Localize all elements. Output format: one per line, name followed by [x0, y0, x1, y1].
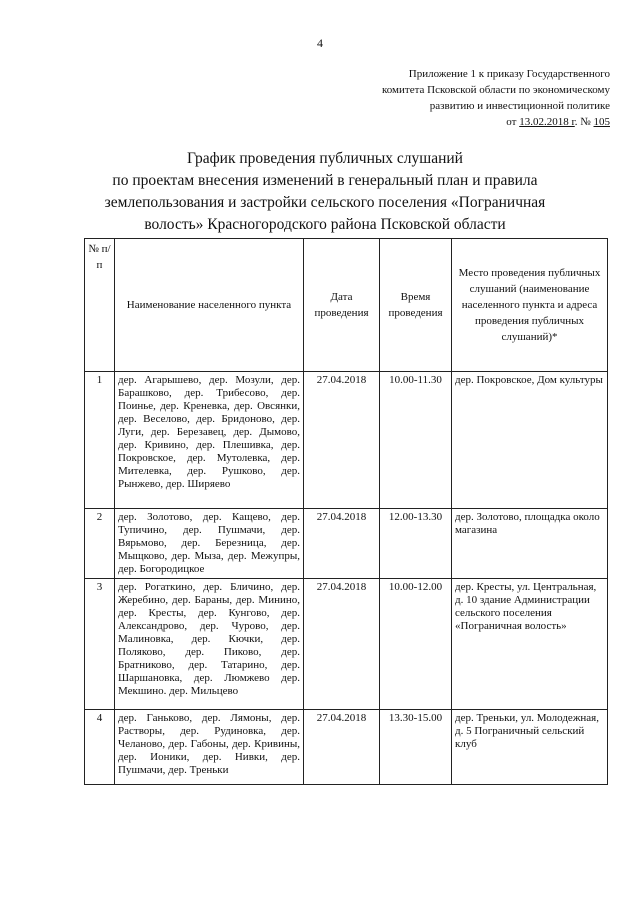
- header-settlement: Наименование населенного пункта: [115, 239, 304, 372]
- row-settlements: дер. Агарышево, дер. Мозули, дер. Барашково, дер. Трибесово, дер. Поинье, дер. Креневка, дер. Овсянки, дер. Веселово, дер. Бридоново, дер. Луги, дер. Березавец, дер. Дымово, дер. Кривино, дер. Плешивка, дер. Покровское, дер. Мутолевка, дер. Мителевка, дер. Рушково, дер. Рынжево, дер. Ширяево: [115, 372, 304, 509]
- appendix-line-3: развитию и инвестиционной политике: [429, 100, 610, 112]
- title-line-2: по проектам внесения изменений в генеральный план и правила: [112, 172, 538, 189]
- row-date: 27.04.2018: [304, 372, 380, 509]
- row-date: 27.04.2018: [304, 509, 380, 579]
- page-number: 4: [317, 36, 323, 50]
- row-number: 3: [85, 579, 115, 710]
- row-place: дер. Треньки, ул. Молодежная, д. 5 Пограничный сельский клуб: [452, 710, 608, 785]
- header-date: Дата проведения: [304, 239, 380, 372]
- order-prefix: от: [506, 116, 520, 128]
- header-time: Время проведения: [380, 239, 452, 372]
- appendix-line-2: комитета Псковской области по экономическому: [381, 84, 610, 96]
- header-number: № п/п: [85, 239, 115, 372]
- title-line-1: График проведения публичных слушаний: [187, 150, 463, 167]
- row-time: 13.30-15.00: [380, 710, 452, 785]
- row-place: дер. Покровское, Дом культуры: [452, 372, 608, 509]
- row-date: 27.04.2018: [304, 710, 380, 785]
- row-number: 1: [85, 372, 115, 509]
- row-number: 4: [85, 710, 115, 785]
- table-header-row: [85, 239, 608, 372]
- order-date: 13.02.2018 г: [519, 116, 575, 128]
- document-title: [90, 148, 560, 236]
- row-time: 12.00-13.30: [380, 509, 452, 579]
- hearings-schedule-table: [84, 238, 608, 785]
- appendix-header: [360, 66, 610, 130]
- table-row: [85, 710, 608, 785]
- table-row: [85, 509, 608, 579]
- table-row: [85, 372, 608, 509]
- row-number: 2: [85, 509, 115, 579]
- row-place: дер. Золотово, площадка около магазина: [452, 509, 608, 579]
- title-line-4: волость» Красногородского района Псковской области: [144, 216, 506, 233]
- appendix-line-1: Приложение 1 к приказу Государственного: [408, 68, 610, 80]
- order-reference: [360, 114, 610, 130]
- title-line-3: землепользования и застройки сельского поселения «Пограничная: [104, 194, 546, 211]
- row-settlements: дер. Рогаткино, дер. Бличино, дер. Жеребино, дер. Бараны, дер. Минино, дер. Кресты, дер. Кунгово, дер. Александрово, дер. Чурово, дер. Малиновка, дер. Кючки, дер. Поляково, дер. Пиково, дер. Братниково, дер. Татарино, дер. Шаршановка, дер. Люмжево дер. Мекшино. дер. Мильцево: [115, 579, 304, 710]
- order-number: 105: [593, 116, 610, 128]
- header-place: Место проведения публичных слушаний (наименование населенного пункта и адреса проведения публичных слушаний)*: [452, 239, 608, 372]
- row-date: 27.04.2018: [304, 579, 380, 710]
- row-settlements: дер. Золотово, дер. Кащево, дер. Тупичино, дер. Пушмачи, дер. Вярьмово, дер. Березница, дер. Мыщково, дер. Мыза, дер. Межупры, дер. Богородицкое: [115, 509, 304, 579]
- order-mid: . №: [574, 116, 594, 128]
- row-place: дер. Кресты, ул. Центральная, д. 10 здание Администрации сельского поселения «Пограничная волость»: [452, 579, 608, 710]
- row-time: 10.00-12.00: [380, 579, 452, 710]
- row-time: 10.00-11.30: [380, 372, 452, 509]
- table-row: [85, 579, 608, 710]
- row-settlements: дер. Ганьково, дер. Лямоны, дер. Растворы, дер. Рудиновка, дер. Челаново, дер. Габоны, дер. Кривины, дер. Ионики, дер. Нивки, дер. Пушмачи, дер. Треньки: [115, 710, 304, 785]
